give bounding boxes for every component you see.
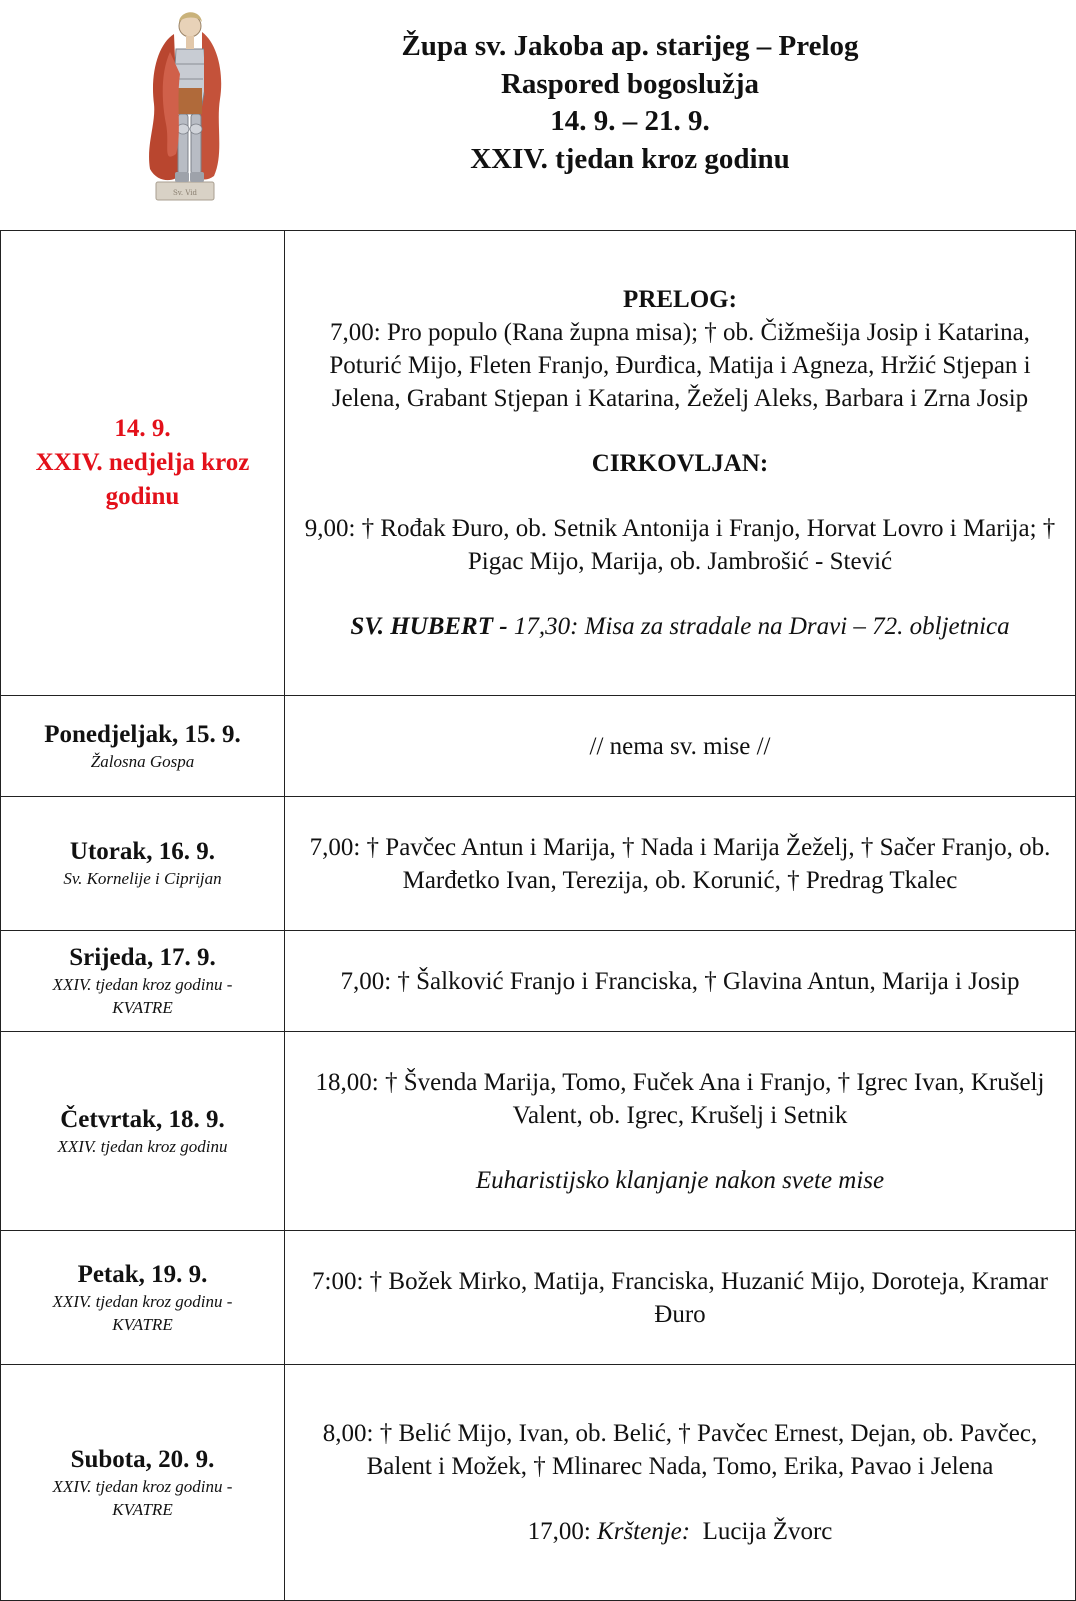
place-prelog: PRELOG: [623, 286, 737, 313]
table-row [1, 1032, 1076, 1231]
mass-text: 8,00: † Belić Mijo, Ivan, ob. Belić, † Pavčec Ernest, Dejan, ob. Pavčec, Balent i Možek, † Mlinarec Nada, Tomo, Erika, Pavao i Jelena [322, 1420, 1038, 1480]
feast-name: XXIV. tjedan kroz godinu - KVATRE [52, 1476, 233, 1519]
table-row [1, 696, 1076, 797]
day-name: Utorak, 16. 9. [69, 838, 216, 865]
day-name: Četvrtak, 18. 9. [60, 1105, 225, 1133]
baptism-name: Lucija Žvorc [690, 1518, 833, 1545]
day-cell [1, 931, 285, 1032]
mass-text: 7,00: Pro populo (Rana župna misa); † ob. Čižmešija Josip i Katarina, Poturić Mijo, Fleten Franjo, Đurđica, Matija i Agneza, Hržić Stjepan i Jelena, Grabant Stjepan i Katarina, Žeželj Aleks, Barbara i Zrna Josip [329, 319, 1031, 412]
mass-cell [285, 1365, 1076, 1601]
schedule-title: Raspored bogoslužja [500, 67, 760, 100]
sunday-date: 14. 9. [114, 415, 171, 442]
hubert-name: SV. HUBERT - [350, 613, 514, 640]
table-row [1, 797, 1076, 931]
day-cell [1, 1231, 285, 1365]
mass-text: 7,00: † Pavčec Antun i Marija, † Nada i Marija Žeželj, † Sačer Franjo, ob. Marđetko Ivan, Terezija, ob. Korunić, † Predrag Tkalec [309, 833, 1051, 894]
header-titles [300, 28, 960, 178]
table-row [1, 231, 1076, 696]
feast-name: Sv. Kornelije i Ciprijan [63, 869, 222, 888]
mass-cell [285, 231, 1076, 696]
mass-text: 7,00: † Šalković Franjo i Franciska, † Glavina Antun, Marija i Josip [340, 967, 1020, 995]
mass-cell [285, 931, 1076, 1032]
week-title: XXIV. tjedan kroz godinu [470, 142, 790, 175]
table-row [1, 1231, 1076, 1365]
table-row [1, 1365, 1076, 1601]
mass-text: 18,00: † Švenda Marija, Tomo, Fuček Ana i Franjo, † Igrec Ivan, Krušelj Valent, ob. Igrec, Krušelj i Setnik [315, 1068, 1045, 1129]
mass-cell [285, 1231, 1076, 1365]
feast-name: XXIV. tjedan kroz godinu [57, 1136, 228, 1156]
table-row [1, 931, 1076, 1032]
feast-name: XXIV. tjedan kroz godinu - KVATRE [52, 975, 233, 1017]
sunday-title: XXIV. nedjelja kroz godinu [35, 449, 250, 510]
schedule-table [0, 230, 1076, 1601]
day-cell [1, 797, 285, 931]
mass-text: // nema sv. mise // [589, 732, 771, 760]
mass-text: 9,00: † Rođak Đuro, ob. Setnik Antonija i Franjo, Horvat Lovro i Marija; † Pigac Mijo, Marija, ob. Jambrošić - Stević [304, 515, 1056, 575]
feast-name: Žalosna Gospa [90, 751, 195, 771]
statue-label: Sv. Vid [172, 189, 198, 197]
place-cirkovljan: CIRKOVLJAN: [591, 450, 769, 477]
day-name: Ponedjeljak, 15. 9. [44, 720, 241, 748]
day-name: Subota, 20. 9. [70, 1445, 215, 1473]
day-cell [1, 231, 285, 696]
hubert-line [285, 610, 1075, 643]
day-cell [1, 1032, 285, 1231]
mass-cell [285, 696, 1076, 797]
baptism-line [285, 1515, 1075, 1548]
day-name: Srijeda, 17. 9. [69, 944, 216, 971]
page-header [0, 0, 1076, 230]
parish-title: Župa sv. Jakoba ap. starijeg – Prelog [401, 30, 859, 62]
adoration-note: Euharistijsko klanjanje nakon svete mise [475, 1166, 885, 1194]
hubert-text: 17,30: Misa za stradale na Dravi – 72. obljetnica [513, 613, 1010, 640]
mass-cell [285, 797, 1076, 931]
day-name: Petak, 19. 9. [77, 1260, 208, 1288]
saint-statue-image [136, 4, 236, 202]
day-cell [1, 696, 285, 797]
mass-text: 7:00: † Božek Mirko, Matija, Franciska, Huzanić Mijo, Doroteja, Kramar Đuro [312, 1267, 1048, 1328]
day-cell [1, 1365, 285, 1601]
baptism-label: Krštenje: [597, 1518, 691, 1545]
feast-name: XXIV. tjedan kroz godinu - KVATRE [52, 1291, 233, 1334]
baptism-time: 17,00: [527, 1518, 598, 1545]
date-range: 14. 9. – 21. 9. [550, 105, 710, 137]
mass-cell [285, 1032, 1076, 1231]
